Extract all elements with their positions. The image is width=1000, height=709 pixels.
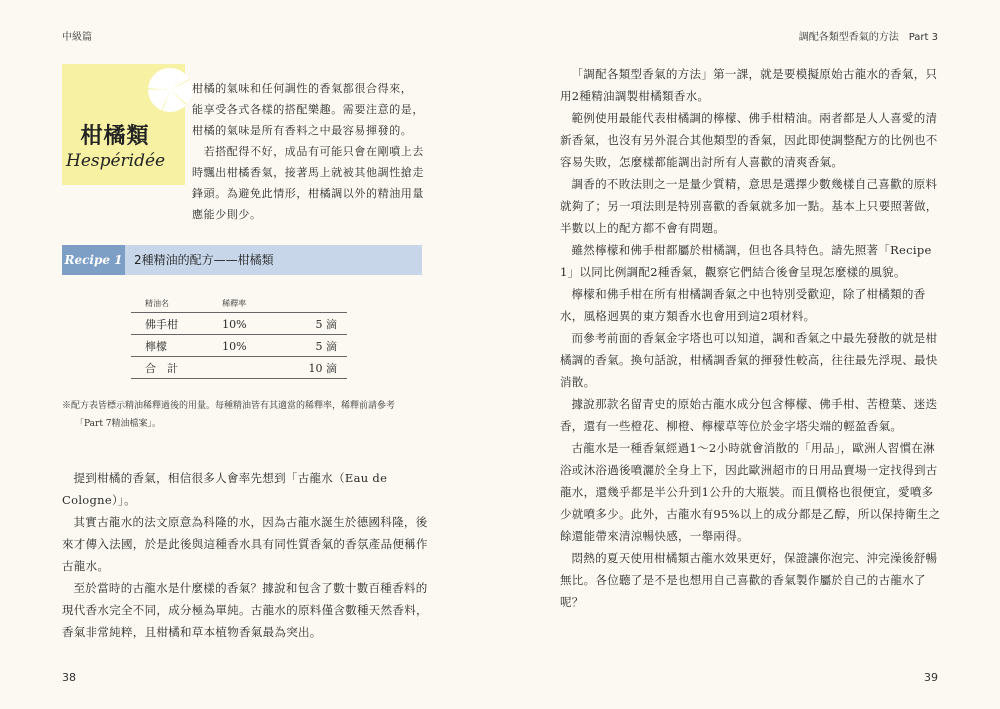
- dilution-cell: 10%: [208, 313, 273, 335]
- dilution-cell: 10%: [208, 335, 273, 357]
- page-number-right: 39: [924, 671, 938, 684]
- running-head-left: 中級篇: [62, 32, 92, 43]
- dilution-cell: [208, 357, 273, 379]
- recipe-note-reference: 「Part 7精油檔案」。: [75, 419, 162, 429]
- recipe-title: 2種精油的配方——柑橘類: [134, 253, 274, 267]
- paragraph: 古龍水是一種香氣經過1～2小時就會消散的「用品」，歐洲人習慣在淋浴或沐浴過後噴灑於全身上下，因此歐洲超市的日用品賣場一定找得到古龍水，還幾乎都是半公升到1公升的大瓶裝。而且價格也很便宜，愛噴多少就噴多少。此外，古龍水有95%以上的成分都是乙醇，所以保持衛生之餘還能帶來清涼暢快感，一舉兩得。: [560, 441, 941, 543]
- table-header-row: [131, 298, 347, 313]
- oil-name-cell: 佛手柑: [131, 313, 208, 335]
- paragraph: 據說那款名留青史的原始古龍水成分包含檸檬、佛手柑、苦橙葉、迷迭香，還有一些橙花、柳橙、檸檬草等位於金字塔尖端的輕盈香氣。: [560, 397, 938, 433]
- intro-text: [192, 78, 437, 225]
- citrus-slice-icon: [148, 68, 192, 112]
- running-head-right: 調配各類型香氣的方法 Part 3: [798, 32, 938, 43]
- table-row: [131, 313, 347, 335]
- table-total-row: [131, 357, 347, 379]
- paragraph: 而參考前面的香氣金字塔也可以知道，調和香氣之中最先發散的就是柑橘調的香氣。換句話說，柑橘調香氣的揮發性較高，往往最先浮現、最快消散。: [560, 331, 938, 389]
- col-header-oil-name: 精油名: [145, 299, 169, 308]
- paragraph: 範例使用最能代表柑橘調的檸檬、佛手柑精油。兩者都是人人喜愛的清新香氣，也沒有另外混合其他類型的香氣，因此即使調整配方的比例也不容易失敗，怎麼樣都能調出討所有人喜歡的清爽香氣。: [560, 111, 938, 169]
- section-title-box: [62, 64, 185, 185]
- recipe-table: [131, 298, 347, 379]
- right-body-text-1: [560, 63, 942, 173]
- recipe-header-bar: [62, 245, 422, 275]
- intro-line: 鋒頭。為避免此情形，柑橘調以外的精油用量: [192, 187, 424, 200]
- intro-line: 時飄出柑橘香氣，接著馬上就被其他調性搶走: [192, 166, 424, 179]
- amount-cell: 5 滴: [273, 313, 347, 335]
- col-header-dilution: 稀釋率: [222, 299, 247, 308]
- page-number-left: 38: [62, 671, 76, 684]
- amount-cell: 5 滴: [273, 335, 347, 357]
- section-subtitle: Hespéridée: [66, 151, 166, 171]
- paragraph: 調香的不敗法則之一是量少質精，意思是選擇少數幾樣自己喜歡的原料就夠了；另一項法則是特別喜歡的香氣就多加一點。基本上只要照著做，半數以上的配方都不會有問題。: [560, 177, 938, 235]
- intro-line: 能享受各式各樣的搭配樂趣。需要注意的是，: [192, 103, 424, 116]
- recipe-note: ※配方表皆標示精油稀釋過後的用量。每種精油皆有其適當的稀釋率，稀釋前請參考: [62, 401, 396, 411]
- paragraph: 其實古龍水的法文原意為科隆的水，因為古龍水誕生於德國科隆，後來才傳入法國，於是此後與這種香水具有同性質香氣的香氛產品便稱作古龍水。: [62, 515, 428, 573]
- intro-line: 柑橘的氣味是所有香料之中最容易揮發的。: [192, 124, 413, 137]
- right-body-text-2: [560, 173, 942, 613]
- total-amount-cell: 10 滴: [273, 357, 347, 379]
- paragraph: 「調配各類型香氣的方法」第一課，就是要模擬原始古龍水的香氣，只用2種精油調製柑橘類香水。: [560, 67, 938, 103]
- paragraph: 悶熱的夏天使用柑橘類古龍水效果更好，保證讓你泡完、沖完澡後舒暢無比。各位聽了是不是也想用自己喜歡的香氣製作屬於自己的古龍水了呢？: [560, 551, 938, 609]
- left-body-text: [62, 467, 437, 643]
- recipe-tag: Recipe 1: [62, 245, 125, 275]
- intro-line: 應能少則少。: [192, 208, 262, 221]
- paragraph: 檸檬和佛手柑在所有柑橘調香氣之中也特別受歡迎，除了柑橘類的香水，風格迥異的東方類香水也會用到這2項材料。: [560, 287, 926, 323]
- section-title: 柑橘類: [80, 123, 150, 149]
- intro-line: 柑橘的氣味和任何調性的香氣都很合得來，: [192, 82, 413, 95]
- table-row: [131, 335, 347, 357]
- col-header-amount: [273, 298, 347, 313]
- total-label-cell: 合 計: [131, 357, 208, 379]
- paragraph: 提到柑橘的香氣，相信很多人會率先想到「古龍水（Eau de Cologne）」。: [62, 471, 388, 507]
- paragraph: 雖然檸檬和佛手柑都屬於柑橘調，但也各具特色。請先照著「Recipe 1」以同比例調配2種香氣，觀察它們結合後會呈現怎麼樣的風貌。: [560, 243, 932, 279]
- intro-line: 若搭配得不好，成品有可能只會在剛噴上去: [192, 145, 424, 158]
- oil-name-cell: 檸檬: [131, 335, 208, 357]
- paragraph: 至於當時的古龍水是什麼樣的香氣？據說和包含了數十數百種香料的現代香水完全不同，成分極為單純。古龍水的原料僅含數種天然香料，香氣非常純粹，且柑橘和草本植物香氣最為突出。: [62, 581, 428, 639]
